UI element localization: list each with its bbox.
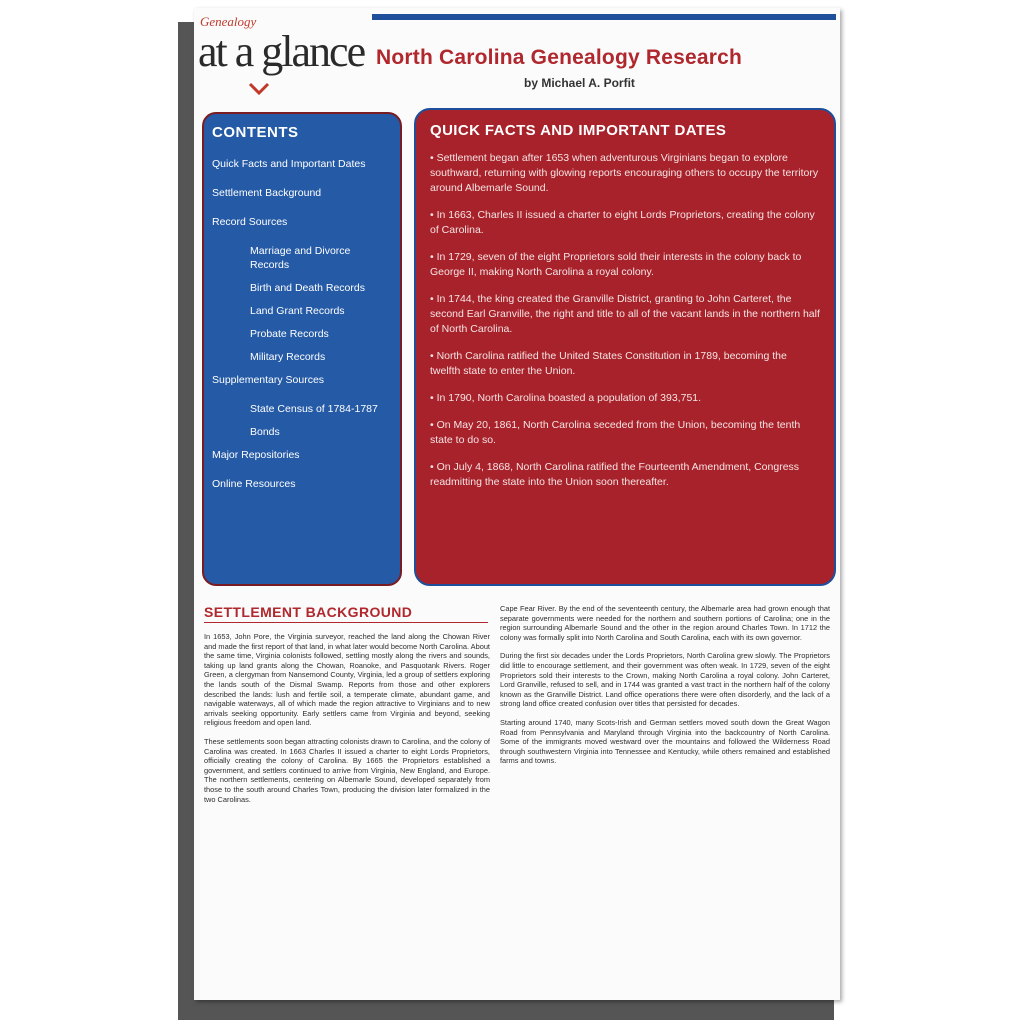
contents-subitem: State Census of 1784-1787 — [250, 403, 378, 415]
contents-subitem: Probate Records — [250, 328, 329, 340]
contents-subitem: Military Records — [250, 351, 326, 363]
quick-fact-item: • North Carolina ratified the United States Constitution in 1789, becoming the twelfth state to enter the Union. — [430, 349, 820, 379]
section-divider — [204, 622, 488, 623]
quick-facts-heading: QUICK FACTS AND IMPORTANT DATES — [430, 122, 727, 139]
contents-item: Quick Facts and Important Dates — [212, 158, 366, 170]
contents-item: Supplementary Sources — [212, 374, 325, 386]
body-paragraph: In 1653, John Pore, the Virginia surveyor, reached the land along the Chowan River and made the first report of that land, in what later would become North Carolina. About the same time, Virginia colonists followed, settling mostly along the rivers and sounds, taking up land grants along the Chowan, Roanoke, and Pasquotank Rivers. Roger Green, a clergyman from Nansemond County, Virginia, led a group of settlers exploring the lands south of the Dismal Swamp. Reports from those and other explorers described the lands: lush and fertile soil, a temperate climate, abundant game, and navigable waterways, all of which made the region attractive to Virginians and to new arrivals seeking opportunity. Early settlers came from Virginia and beyond, seeking religious freedom and open land. — [204, 632, 490, 728]
body-paragraph: During the first six decades under the Lords Proprietors, North Carolina grew slowly. The Proprietors did little to encourage settlement, and their government was often weak. In 1729, seven of the eight Proprietors sold their interests to the Crown, making North Carolina a royal colony. John Carteret, Lord Granville, refused to sell, and in 1744 was granted a vast tract in the northern half of the colony known as the Granville District. Land office operations there were often disorderly, and the lack of a strong land office created confusion over titles that persisted for decades. — [500, 651, 830, 709]
contents-subitem: Birth and Death Records — [250, 282, 365, 294]
contents-item: Online Resources — [212, 478, 296, 490]
contents-subitem: Land Grant Records — [250, 305, 345, 317]
contents-panel — [202, 112, 402, 586]
contents-heading: CONTENTS — [212, 124, 299, 141]
quick-fact-item: • On July 4, 1868, North Carolina ratified the Fourteenth Amendment, Congress readmitting the state into the Union soon thereafter. — [430, 460, 820, 490]
body-paragraph: Cape Fear River. By the end of the seventeenth century, the Albemarle area had grown enough that separate governments were needed for the northern and southern portions of Carolina; one in the region surrounding Albemarle Sound and the other in the region around Charles Town. In 1712 the colony was formally split into North Carolina and South Carolina, each with its own governor. — [500, 604, 830, 642]
contents-subitem: Marriage and Divorce Records — [250, 245, 351, 271]
contents-item: Settlement Background — [212, 187, 322, 199]
document-title: North Carolina Genealogy Research — [376, 46, 743, 69]
body-paragraph: These settlements soon began attracting colonists drawn to Carolina, and the colony of Carolina was created. In 1663 Charles II issued a charter to eight Lords Proprietors, officially creating the colony of Carolina. By 1665 the Proprietors established a government, and settlers continued to arrive from Virginia, New England, and Europe. The northern settlements, centering on Albemarle Sound, developed separately from those to the south around Charles Town, producing the division later formalized in the two Carolinas. — [204, 736, 490, 804]
quick-fact-item: • In 1663, Charles II issued a charter to eight Lords Proprietors, creating the colony of Carolina. — [430, 208, 820, 238]
contents-item: Major Repositories — [212, 449, 300, 461]
author-byline: by Michael A. Porfit — [524, 76, 635, 90]
body-column-left — [204, 632, 490, 978]
body-column-right — [500, 604, 830, 978]
quick-facts-list — [430, 151, 820, 490]
contents-item: Record Sources — [212, 216, 288, 228]
logo-wordmark: at a glance — [198, 27, 365, 76]
body-paragraph: Starting around 1740, many Scots-Irish and German settlers moved south down the Great Wagon Road from Pennsylvania and Maryland through Virginia into the backcountry of North Carolina. Some of the immigrants moved westward over the mountains and followed the Wilderness Road through southwestern Virginia into Tennessee and Kentucky, while others remained and established farms and towns. — [500, 717, 830, 766]
contents-subitem: Bonds — [250, 426, 280, 438]
quick-fact-item: • In 1729, seven of the eight Proprietors sold their interests in the colony back to George II, making North Carolina a royal colony. — [430, 250, 820, 280]
contents-list — [212, 157, 392, 491]
logo-tagline: Genealogy — [200, 14, 257, 29]
quick-fact-item: • Settlement began after 1653 when adventurous Virginians began to explore southward, returning with glowing reports encouraging others to occupy the territory around Albemarle Sound. — [430, 151, 820, 196]
quick-fact-item: • In 1744, the king created the Granville District, granting to John Carteret, the second Earl Granville, the right and title to all of the vacant lands in the northern half of North Carolina. — [430, 292, 820, 337]
settlement-heading: SETTLEMENT BACKGROUND — [204, 604, 413, 620]
chevron-logo-icon — [248, 82, 270, 96]
quick-fact-item: • In 1790, North Carolina boasted a population of 393,751. — [430, 391, 820, 406]
header-rule — [372, 14, 836, 20]
quick-fact-item: • On May 20, 1861, North Carolina seceded from the Union, becoming the tenth state to do so. — [430, 418, 820, 448]
quick-facts-panel — [414, 108, 836, 586]
